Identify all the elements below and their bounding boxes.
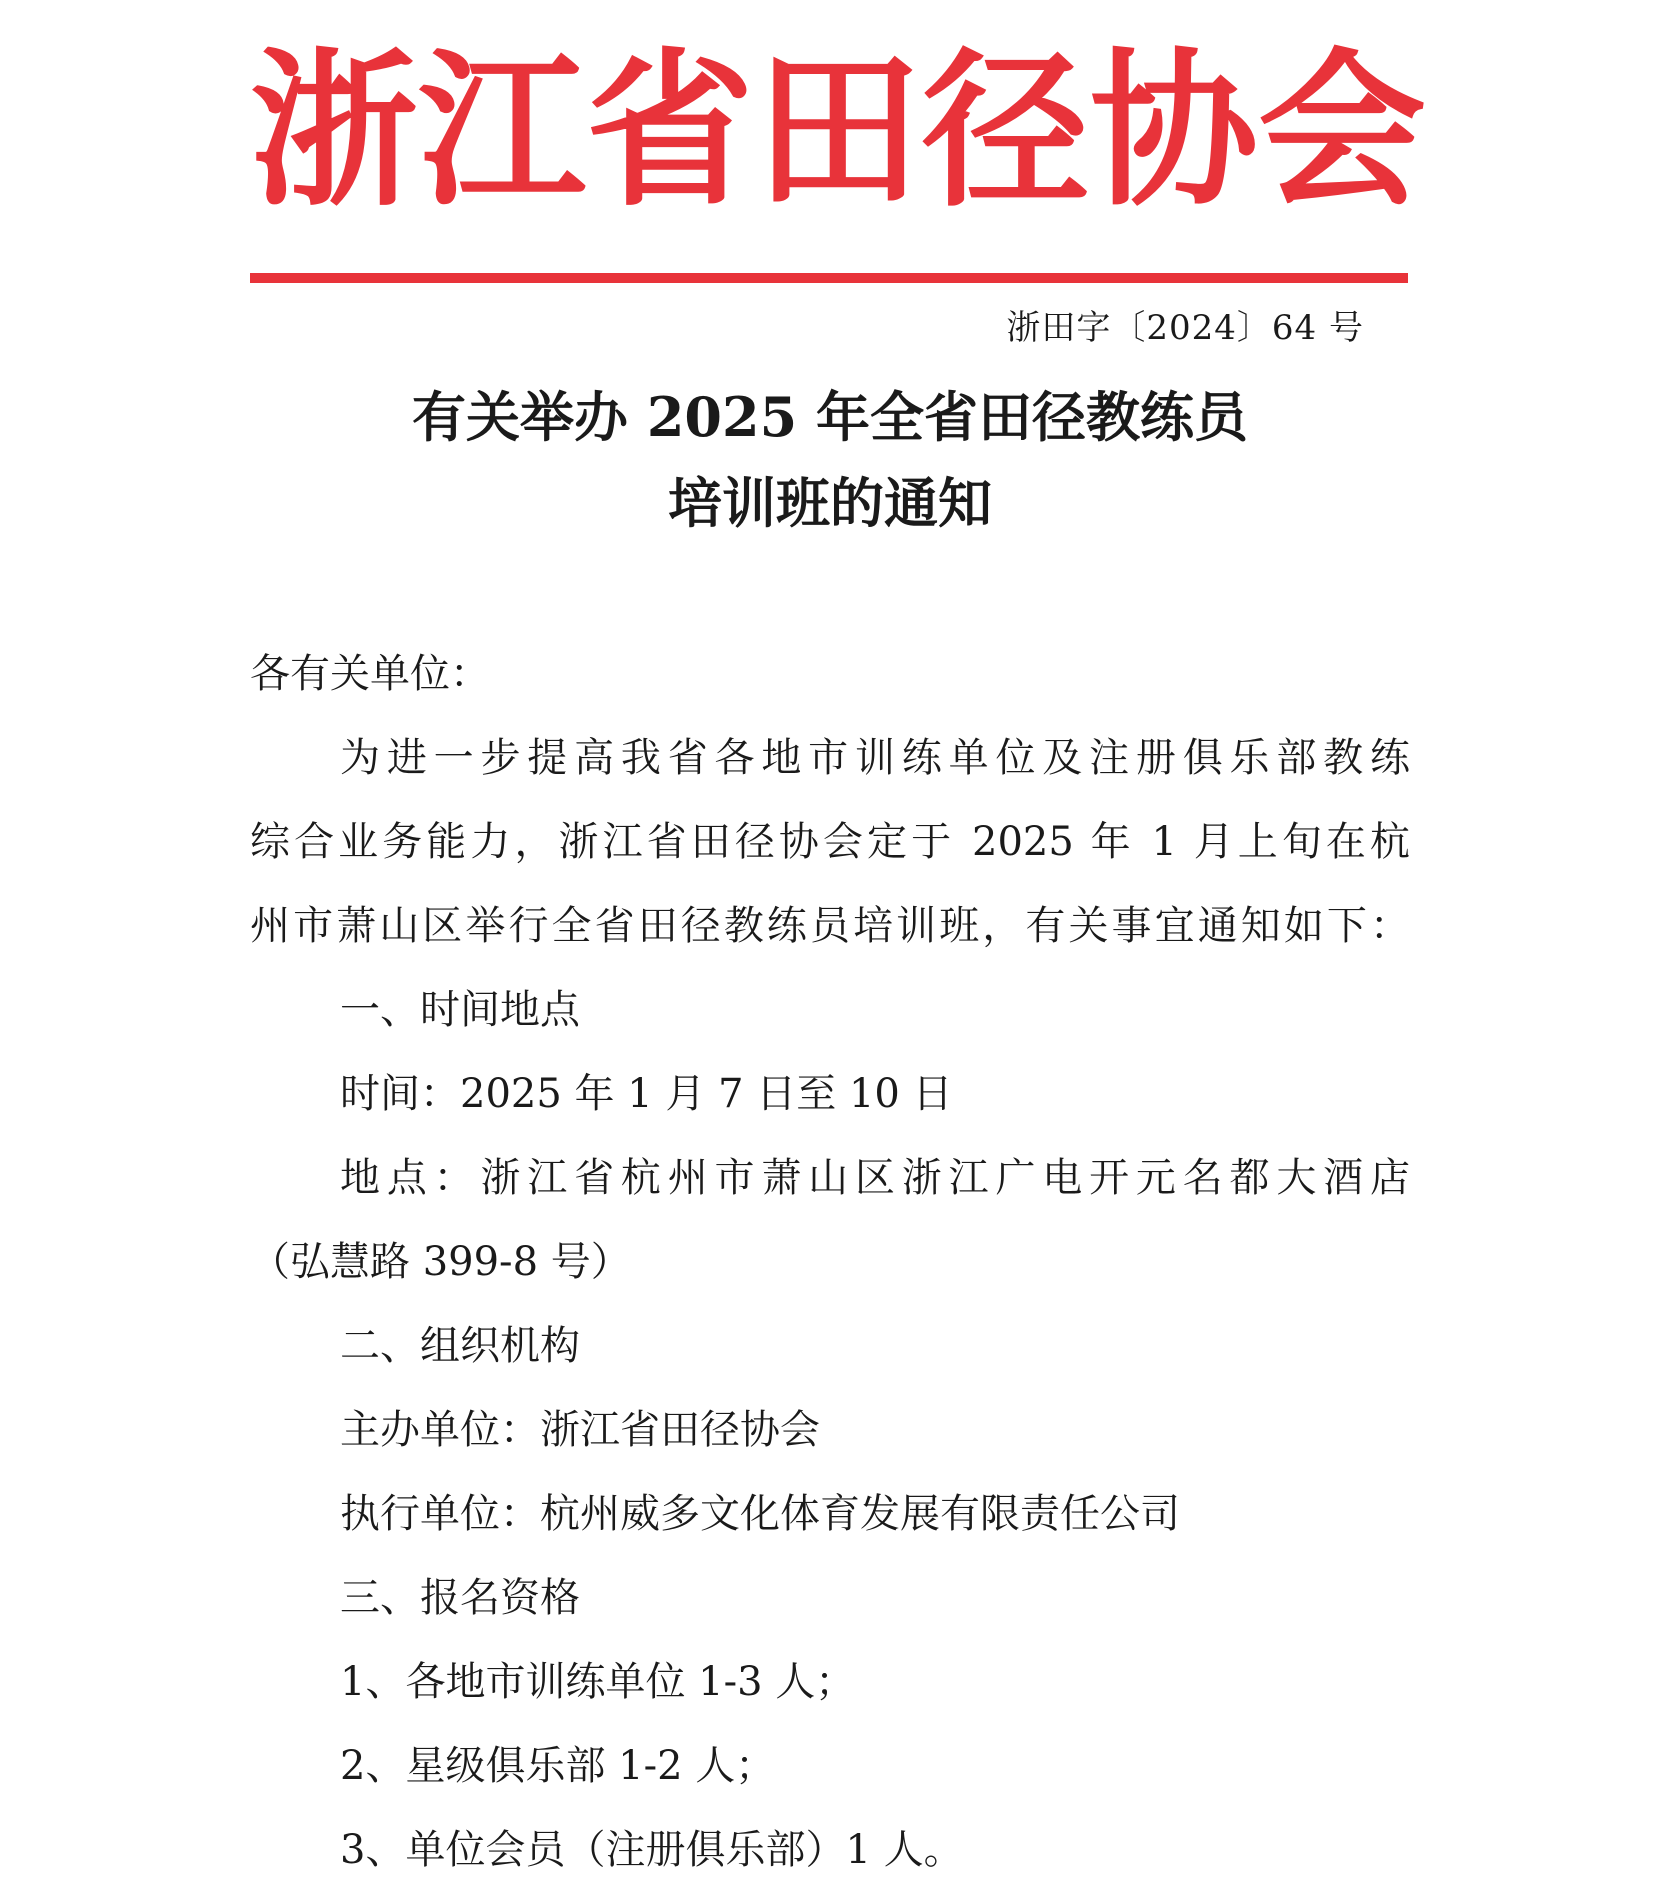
- executor-line: 执行单位：杭州威多文化体育发展有限责任公司: [340, 1491, 1180, 1537]
- section-heading-eligibility: 三、报名资格: [340, 1575, 580, 1621]
- header-char: 江: [418, 31, 586, 229]
- intro-line-2: 综合业务能力，浙江省田径协会定于 2025 年 1 月上旬在杭: [250, 819, 1410, 865]
- section-heading-organization: 二、组织机构: [340, 1323, 580, 1369]
- header-char: 省: [586, 31, 754, 229]
- eligibility-item: 2、星级俱乐部 1-2 人；: [340, 1743, 776, 1789]
- time-line: 时间：2025 年 1 月 7 日至 10 日: [340, 1071, 953, 1117]
- location-line-1: 地点：浙江省杭州市萧山区浙江广电开元名都大酒店: [340, 1155, 1410, 1201]
- header-char: 协: [1090, 31, 1258, 229]
- header-char: 田: [754, 31, 922, 229]
- document-number: 浙田字〔2024〕64 号: [1006, 308, 1364, 348]
- location-line-2: （弘慧路 399-8 号）: [250, 1239, 631, 1285]
- header-char: 会: [1258, 31, 1426, 229]
- salutation: 各有关单位：: [250, 651, 490, 697]
- eligibility-item: 3、单位会员（注册俱乐部）1 人。: [340, 1827, 964, 1873]
- document-title-line-2: 培训班的通知: [668, 471, 992, 535]
- section-heading-time-location: 一、时间地点: [340, 987, 580, 1033]
- host-line: 主办单位：浙江省田径协会: [340, 1407, 820, 1453]
- eligibility-item: 1、各地市训练单位 1-3 人；: [340, 1659, 856, 1705]
- header-char: 径: [922, 31, 1090, 229]
- header-char: 浙: [250, 31, 418, 229]
- intro-line-3: 州市萧山区举行全省田径教练员培训班，有关事宜通知如下：: [250, 903, 1410, 949]
- document-title-line-1: 有关举办 2025 年全省田径教练员: [412, 385, 1248, 449]
- intro-line-1: 为进一步提高我省各地市训练单位及注册俱乐部教练: [340, 735, 1410, 781]
- organization-header: [250, 31, 1426, 229]
- header-divider: [250, 273, 1408, 283]
